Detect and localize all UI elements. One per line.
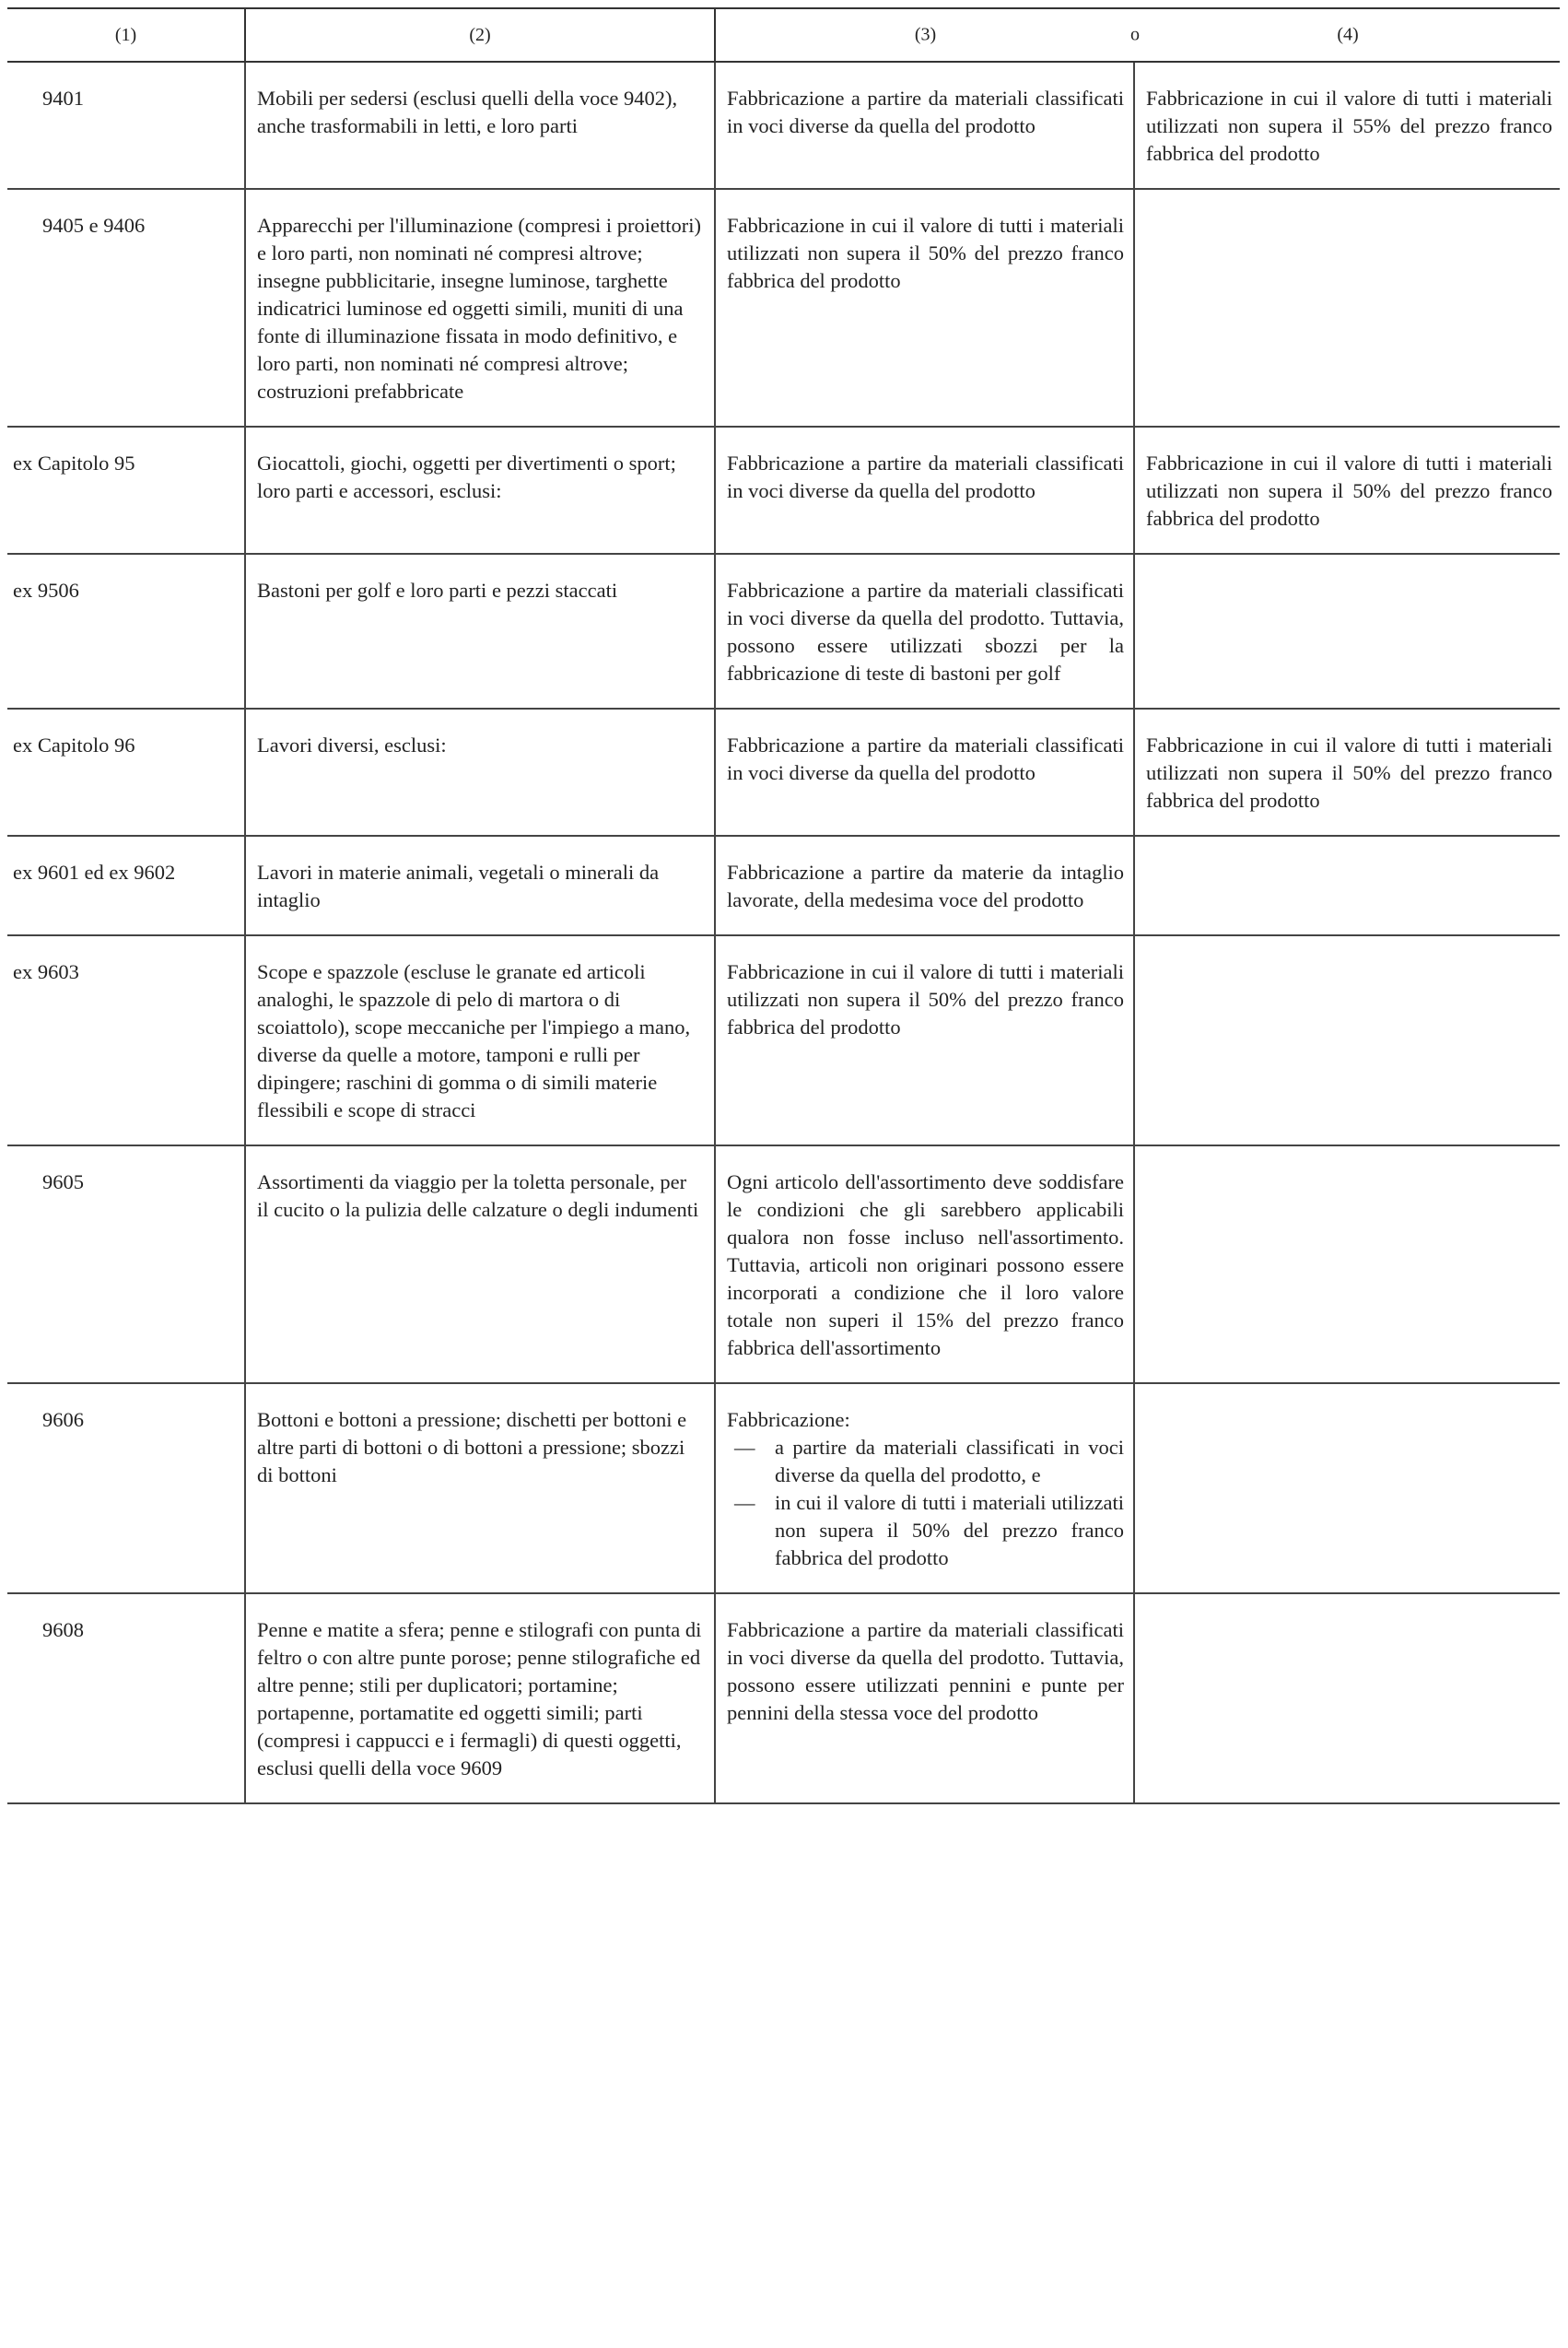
rule-col-4: [1134, 935, 1560, 1145]
table-row: [7, 836, 1560, 935]
header-col-3-4: [715, 8, 1560, 62]
hs-code: ex Capitolo 96: [7, 709, 245, 836]
product-description: Lavori diversi, esclusi:: [245, 709, 715, 836]
product-description: Giocattoli, giochi, oggetti per divertimenti o sport; loro parti e accessori, esclusi:: [245, 427, 715, 554]
hs-code: ex Capitolo 95: [7, 427, 245, 554]
table-row: [7, 1593, 1560, 1803]
rule-col-3: Fabbricazione in cui il valore di tutti i materiali utilizzati non supera il 50% del prezzo franco fabbrica del prodotto: [715, 935, 1134, 1145]
table-row: [7, 935, 1560, 1145]
product-description: Bottoni e bottoni a pressione; dischetti per bottoni e altre parti di bottoni o di bottoni a pressione; sbozzi di bottoni: [245, 1383, 715, 1593]
product-description: Mobili per sedersi (esclusi quelli della voce 9402), anche trasformabili in letti, e loro parti: [245, 62, 715, 189]
condition-text: a partire da materiali classificati in voci diverse da quella del prodotto, e: [775, 1436, 1124, 1486]
document-page: [7, 7, 1560, 1804]
header-col-4: (4): [1337, 24, 1359, 45]
product-description: Lavori in materie animali, vegetali o minerali da intaglio: [245, 836, 715, 935]
table-row: [7, 62, 1560, 189]
dash-bullet: —: [734, 1491, 755, 1514]
hs-code: 9605: [7, 1145, 245, 1383]
rule-conditions-list: [727, 1434, 1124, 1572]
table-row: [7, 1383, 1560, 1593]
rule-col-4: Fabbricazione in cui il valore di tutti i materiali utilizzati non supera il 50% del prezzo franco fabbrica del prodotto: [1134, 709, 1560, 836]
hs-code: 9606: [7, 1383, 245, 1593]
table-row: [7, 709, 1560, 836]
rule-col-3: Fabbricazione a partire da materiali classificati in voci diverse da quella del prodotto. Tuttavia, possono essere utilizzati sbozzi per la fabbricazione di teste di bastoni per golf: [715, 554, 1134, 709]
hs-code: 9608: [7, 1593, 245, 1803]
hs-code: ex 9506: [7, 554, 245, 709]
header-col-3: (3): [914, 24, 937, 45]
header-col-1: (1): [7, 8, 245, 62]
hs-code: 9405 e 9406: [7, 189, 245, 427]
rule-col-4: Fabbricazione in cui il valore di tutti i materiali utilizzati non supera il 55% del prezzo franco fabbrica del prodotto: [1134, 62, 1560, 189]
header-or: o: [1130, 24, 1140, 45]
list-item: [727, 1434, 1124, 1489]
rule-col-3: Fabbricazione in cui il valore di tutti i materiali utilizzati non supera il 50% del prezzo franco fabbrica del prodotto: [715, 189, 1134, 427]
rule-col-3: Fabbricazione a partire da materie da intaglio lavorate, della medesima voce del prodotto: [715, 836, 1134, 935]
condition-text: in cui il valore di tutti i materiali utilizzati non supera il 50% del prezzo franco fabbrica del prodotto: [775, 1491, 1124, 1569]
product-description: Apparecchi per l'illuminazione (compresi i proiettori) e loro parti, non nominati né compresi altrove; insegne pubblicitarie, insegne luminose, targhette indicatrici luminose ed oggetti simili, muniti di una fonte di illuminazione fissata in modo definitivo, e loro parti, non nominati né compresi altrove; costruzioni prefabbricate: [245, 189, 715, 427]
origin-rules-table: [7, 7, 1560, 1804]
product-description: Assortimenti da viaggio per la toletta personale, per il cucito o la pulizia delle calzature o degli indumenti: [245, 1145, 715, 1383]
rule-col-4: [1134, 554, 1560, 709]
rule-col-3: Fabbricazione a partire da materiali classificati in voci diverse da quella del prodotto: [715, 62, 1134, 189]
table-row: [7, 189, 1560, 427]
product-description: Scope e spazzole (escluse le granate ed articoli analoghi, le spazzole di pelo di martora o di scoiattolo), scope meccaniche per l'impiego a mano, diverse da quelle a motore, tamponi e rulli per dipingere; raschini di gomma o di simili materie flessibili e scope di stracci: [245, 935, 715, 1145]
hs-code: 9401: [7, 62, 245, 189]
product-description: Bastoni per golf e loro parti e pezzi staccati: [245, 554, 715, 709]
rule-col-4: [1134, 1383, 1560, 1593]
dash-bullet: —: [734, 1436, 755, 1459]
product-description: Penne e matite a sfera; penne e stilografi con punta di feltro o con altre punte porose; penne stilografiche ed altre penne; stili per duplicatori; portamine; portapenne, portamatite ed oggetti simili; parti (compresi i cappucci e i fermagli) di questi oggetti, esclusi quelli della voce 9609: [245, 1593, 715, 1803]
table-row: [7, 1145, 1560, 1383]
rule-col-4: Fabbricazione in cui il valore di tutti i materiali utilizzati non supera il 50% del prezzo franco fabbrica del prodotto: [1134, 427, 1560, 554]
rule-col-3: [715, 1383, 1134, 1593]
rule-col-3: Fabbricazione a partire da materiali classificati in voci diverse da quella del prodotto. Tuttavia, possono essere utilizzati pennini e punte per pennini della stessa voce del prodotto: [715, 1593, 1134, 1803]
rule-title: Fabbricazione:: [727, 1408, 850, 1431]
rule-col-4: [1134, 1145, 1560, 1383]
rule-col-3: Fabbricazione a partire da materiali classificati in voci diverse da quella del prodotto: [715, 427, 1134, 554]
rule-col-4: [1134, 1593, 1560, 1803]
header-col-2: (2): [245, 8, 715, 62]
rule-col-4: [1134, 189, 1560, 427]
rule-col-3: Fabbricazione a partire da materiali classificati in voci diverse da quella del prodotto: [715, 709, 1134, 836]
table-header-row: [7, 8, 1560, 62]
rule-col-3: Ogni articolo dell'assortimento deve soddisfare le condizioni che gli sarebbero applicabili qualora non fosse incluso nell'assortimento. Tuttavia, articoli non originari possono essere incorporati a condizione che il loro valore totale non superi il 15% del prezzo franco fabbrica dell'assortimento: [715, 1145, 1134, 1383]
hs-code: ex 9603: [7, 935, 245, 1145]
table-row: [7, 427, 1560, 554]
list-item: [727, 1489, 1124, 1572]
table-row: [7, 554, 1560, 709]
hs-code: ex 9601 ed ex 9602: [7, 836, 245, 935]
rule-col-4: [1134, 836, 1560, 935]
